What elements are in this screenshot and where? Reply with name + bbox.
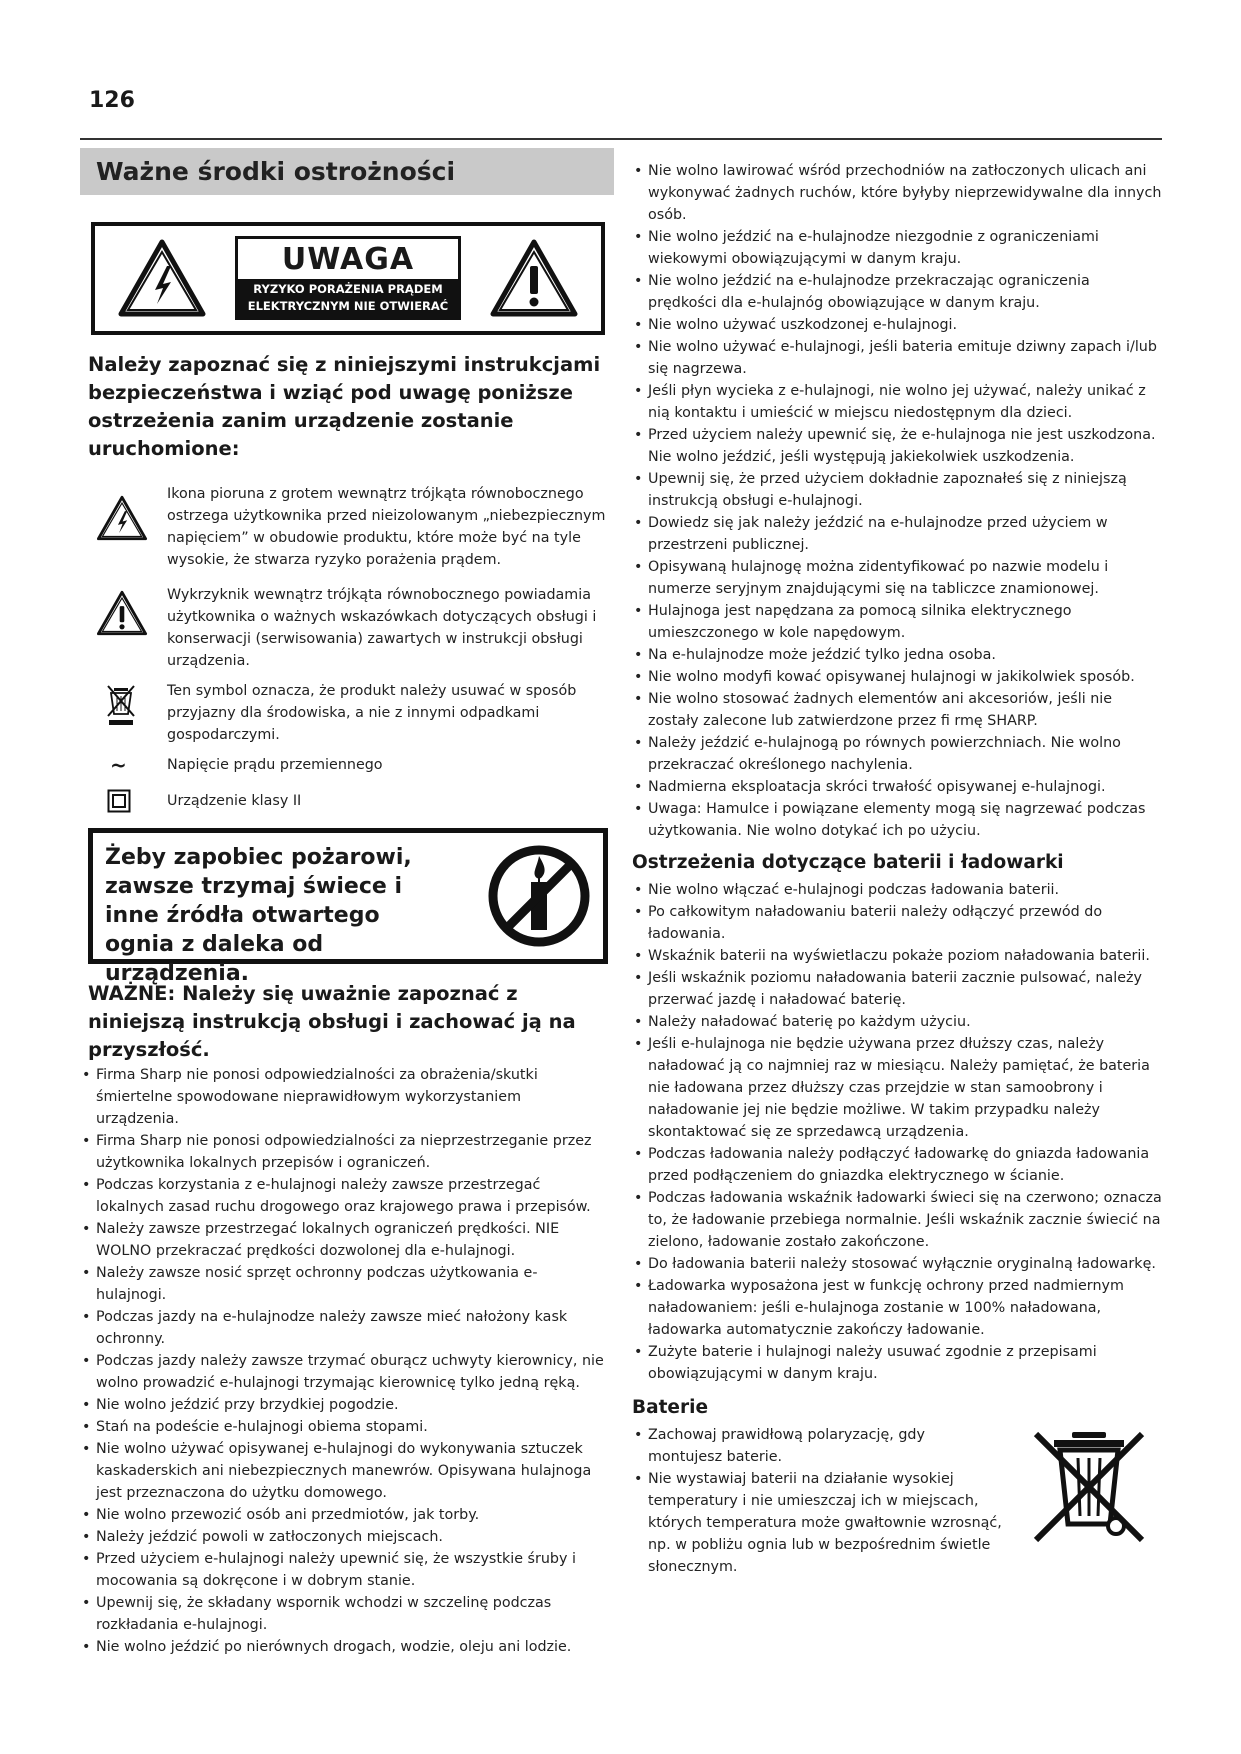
general-safety-list [80,1064,606,1658]
list-item: • Podczas jazdy na e-hulajnodze należy zawsze mieć nałożony kask ochronny. [80,1306,606,1350]
list-item: • Hulajnoga jest napędzana za pomocą silnika elektrycznego umieszczonego w kole napędowym. [632,600,1162,644]
header-divider [80,138,1162,140]
symbol-description: Ten symbol oznacza, że produkt należy usuwać w sposób przyjazny dla środowiska, a nie z innymi odpadkami gospodarczymi. [167,683,577,743]
list-item: • Należy zawsze nosić sprzęt ochronny podczas użytkowania e-hulajnogi. [80,1262,606,1306]
list-item: • Stań na podeście e-hulajnogi obiema stopami. [80,1416,606,1438]
list-item: • Podczas ładowania wskaźnik ładowarki świeci się na czerwono; oznacza to, że ładowanie przebiega normalnie. Jeśli wskaźnik zacznie świecić na zielono, ładowanie zostało zakończone. [632,1187,1162,1253]
symbol-row-weee [88,680,614,746]
tilde-icon: ~ [110,753,127,777]
list-item: • Firma Sharp nie ponosi odpowiedzialności za nieprzestrzeganie przez użytkownika lokalnych przepisów i ograniczeń. [80,1130,606,1174]
list-item: • Zachowaj prawidłową polaryzację, gdy montujesz baterie. [632,1424,1002,1468]
batteries-section [632,1424,1162,1578]
batteries-heading: Baterie [632,1397,708,1418]
batteries-list [632,1424,1002,1578]
riding-safety-list [632,160,1162,842]
list-item: • Firma Sharp nie ponosi odpowiedzialności za obrażenia/skutki śmiertelne spowodowane nieprawidłowym wykorzystaniem urządzenia. [80,1064,606,1130]
list-item: • Nie wolno modyfi kować opisywanej hulajnogi w jakikolwiek sposób. [632,666,1162,688]
list-item: • Jeśli płyn wycieka z e-hulajnogi, nie wolno jej używać, należy unikać z nią kontaktu i umieścić w miejscu niedostępnym dla dzieci. [632,380,1162,424]
list-item: • Po całkowitym naładowaniu baterii należy odłączyć przewód do ładowania. [632,901,1162,945]
list-item: • Na e-hulajnodze może jeździć tylko jedna osoba. [632,644,1162,666]
list-item: • Nie wolno jeździć na e-hulajnodze przekraczając ograniczenia prędkości dla e-hulajnóg obowiązujące w danym kraju. [632,270,1162,314]
list-item: • Wskaźnik baterii na wyświetlaczu pokaże poziom naładowania baterii. [632,945,1162,967]
symbol-description: Wykrzyknik wewnątrz trójkąta równobocznego powiadamia użytkownika o ważnych wskazówkach dotyczących obsługi i konserwacji (serwisowania) zawartych w instrukcji obsługi urządzenia. [167,587,597,669]
list-item: • Nie wolno przewozić osób ani przedmiotów, jak torby. [80,1504,606,1526]
list-item: • Zużyte baterie i hulajnogi należy usuwać zgodnie z przepisami obowiązującymi w danym kraju. [632,1341,1162,1385]
list-item: • Nadmierna eksploatacja skróci trwałość opisywanej e-hulajnogi. [632,776,1162,798]
section-title: Ważne środki ostrożności [80,148,614,195]
list-item: • Upewnij się, że składany wspornik wchodzi w szczelinę podczas rozkładania e-hulajnogi. [80,1592,606,1636]
symbol-row-ac [88,754,614,776]
symbol-row-lightning [88,483,614,571]
page-number: 126 [89,88,135,113]
exclamation-triangle-icon [489,238,579,318]
fire-warning-box [88,828,608,986]
list-item: • Upewnij się, że przed użyciem dokładnie zapoznałeś się z niniejszą instrukcją obsługi e-hulajnogi. [632,468,1162,512]
list-item: • Podczas korzystania z e-hulajnogi należy zawsze przestrzegać lokalnych zasad ruchu drogowego oraz krajowego prawa i przepisów. [80,1174,606,1218]
list-item: • Nie wolno używać opisywanej e-hulajnogi do wykonywania sztuczek kaskaderskich ani niebezpiecznych manewrów. Opisywana hulajnoga jest przeznaczona do użytku domowego. [80,1438,606,1504]
symbol-description: Urządzenie klasy II [167,793,302,809]
list-item: • Nie wystawiaj baterii na działanie wysokiej temperatury i nie umieszczaj ich w miejscach, których temperatura może gwałtownie wzrosnąć, np. w pobliżu ognia lub w bezpośrednim świetle słonecznym. [632,1468,1002,1578]
list-item: • Należy zawsze przestrzegać lokalnych ograniczeń prędkości. NIE WOLNO przekraczać prędkości dozwolonej dla e-hulajnogi. [80,1218,606,1262]
warning-subtitle-line1: RYZYKO PORAŻENIA PRĄDEM [253,282,443,296]
battery-charger-list [632,879,1162,1385]
symbol-description: Napięcie prądu przemiennego [167,757,383,773]
right-column [632,160,1162,1578]
left-column [80,148,614,1658]
double-square-icon [107,789,131,813]
list-item: • Podczas ładowania należy podłączyć ładowarkę do gniazda ładowania przed podłączeniem do gniazdka elektrycznego w ścianie. [632,1143,1162,1187]
list-item: • Ładowarka wyposażona jest w funkcję ochrony przed nadmiernym naładowaniem: jeśli e-hulajnoga zostanie w 100% naładowana, ładowarka automatycznie zakończy ładowanie. [632,1275,1162,1341]
list-item: • Należy jeździć powoli w zatłoczonych miejscach. [80,1526,606,1548]
warning-subtitle [238,279,458,317]
list-item: • Do ładowania baterii należy stosować wyłącznie oryginalną ładowarkę. [632,1253,1162,1275]
list-item: • Podczas jazdy należy zawsze trzymać oburącz uchwyty kierownicy, nie wolno prowadzić e-hulajnogi trzymając kierownicę tylko jedną ręką. [80,1350,606,1394]
list-item: • Przed użyciem należy upewnić się, że e-hulajnoga nie jest uszkodzona. Nie wolno jeździć, jeśli występują jakiekolwiek uszkodzenia. [632,424,1162,468]
crossed-bin-icon [106,682,136,726]
list-item: • Nie wolno używać uszkodzonej e-hulajnogi. [632,314,1162,336]
battery-charger-heading: Ostrzeżenia dotyczące baterii i ładowarki [632,852,1064,873]
list-item: • Opisywaną hulajnogę można zidentyfikować po nazwie modelu i numerze seryjnym znajdującymi się na tabliczce znamionowej. [632,556,1162,600]
list-item: • Przed użyciem e-hulajnogi należy upewnić się, że wszystkie śruby i mocowania są dokręcone i w dobrym stanie. [80,1548,606,1592]
list-item: • Nie wolno włączać e-hulajnogi podczas ładowania baterii. [632,879,1162,901]
lightning-triangle-icon [117,238,207,318]
warning-center-panel [235,236,461,320]
list-item: • Nie wolno jeździć przy brzydkiej pogodzie. [80,1394,606,1416]
list-item: • Uwaga: Hamulce i powiązane elementy mogą się nagrzewać podczas użytkowania. Nie wolno dotykać ich po użyciu. [632,798,1162,842]
list-item: • Nie wolno używać e-hulajnogi, jeśli bateria emituje dziwny zapach i/lub się nagrzewa. [632,336,1162,380]
symbol-row-exclamation [88,584,614,672]
fire-warning-text: Żeby zapobiec pożarowi, zawsze trzymaj świece i inne źródła otwartego ognia z daleka od urządzenia. [105,845,412,986]
crossed-bin-icon [1030,1426,1148,1546]
list-item: • Jeśli wskaźnik poziomu naładowania baterii zacznie pulsować, należy przerwać jazdę i naładować baterię. [632,967,1162,1011]
list-item: • Nie wolno jeździć na e-hulajnodze niezgodnie z ograniczeniami wiekowymi obowiązującymi w danym kraju. [632,226,1162,270]
list-item: • Należy naładować baterię po każdym użyciu. [632,1011,1162,1033]
no-candle-icon [485,842,593,950]
lightning-triangle-icon [96,495,148,541]
important-heading: WAŻNE: Należy się uważnie zapoznać z niniejszą instrukcją obsługi i zachować ją na przyszłość. [88,982,576,1061]
list-item: • Dowiedz się jak należy jeździć na e-hulajnodze przed użyciem w przestrzeni publicznej. [632,512,1162,556]
symbol-description: Ikona pioruna z grotem wewnątrz trójkąta równobocznego ostrzega użytkownika przed nieizolowanym „niebezpiecznym napięciem” w obudowie produktu, które może być na tyle wysokie, że stwarza ryzyko porażenia prądem. [167,486,606,568]
list-item: • Jeśli e-hulajnoga nie będzie używana przez dłuższy czas, należy naładować ją co najmniej raz w miesiącu. Należy pamiętać, że bateria nie ładowana przez dłuższy czas przejdzie w stan samoobrony i naładowanie jej nie będzie możliwe. W takim przypadku należy skontaktować się ze sprzedawcą urządzenia. [632,1033,1162,1143]
exclamation-triangle-icon [96,590,148,636]
symbol-row-class-ii [88,790,614,812]
list-item: • Nie wolno jeździć po nierównych drogach, wodzie, oleju ani lodzie. [80,1636,606,1658]
warning-label [91,222,605,335]
intro-heading: Należy zapoznać się z niniejszymi instrukcjami bezpieczeństwa i wziąć pod uwagę poniższe ostrzeżenia zanim urządzenie zostanie uruchomione: [88,353,601,460]
list-item: • Nie wolno lawirować wśród przechodniów na zatłoczonych ulicach ani wykonywać żadnych ruchów, które byłyby nieprzewidywalne dla innych osób. [632,160,1162,226]
warning-title: UWAGA [281,242,415,277]
list-item: • Nie wolno stosować żadnych elementów ani akcesoriów, jeśli nie zostały zalecone lub zatwierdzone przez fi rmę SHARP. [632,688,1162,732]
list-item: • Należy jeździć e-hulajnogą po równych powierzchniach. Nie wolno przekraczać określonego nachylenia. [632,732,1162,776]
warning-subtitle-line2: ELEKTRYCZNYM NIE OTWIERAĆ [247,299,449,313]
